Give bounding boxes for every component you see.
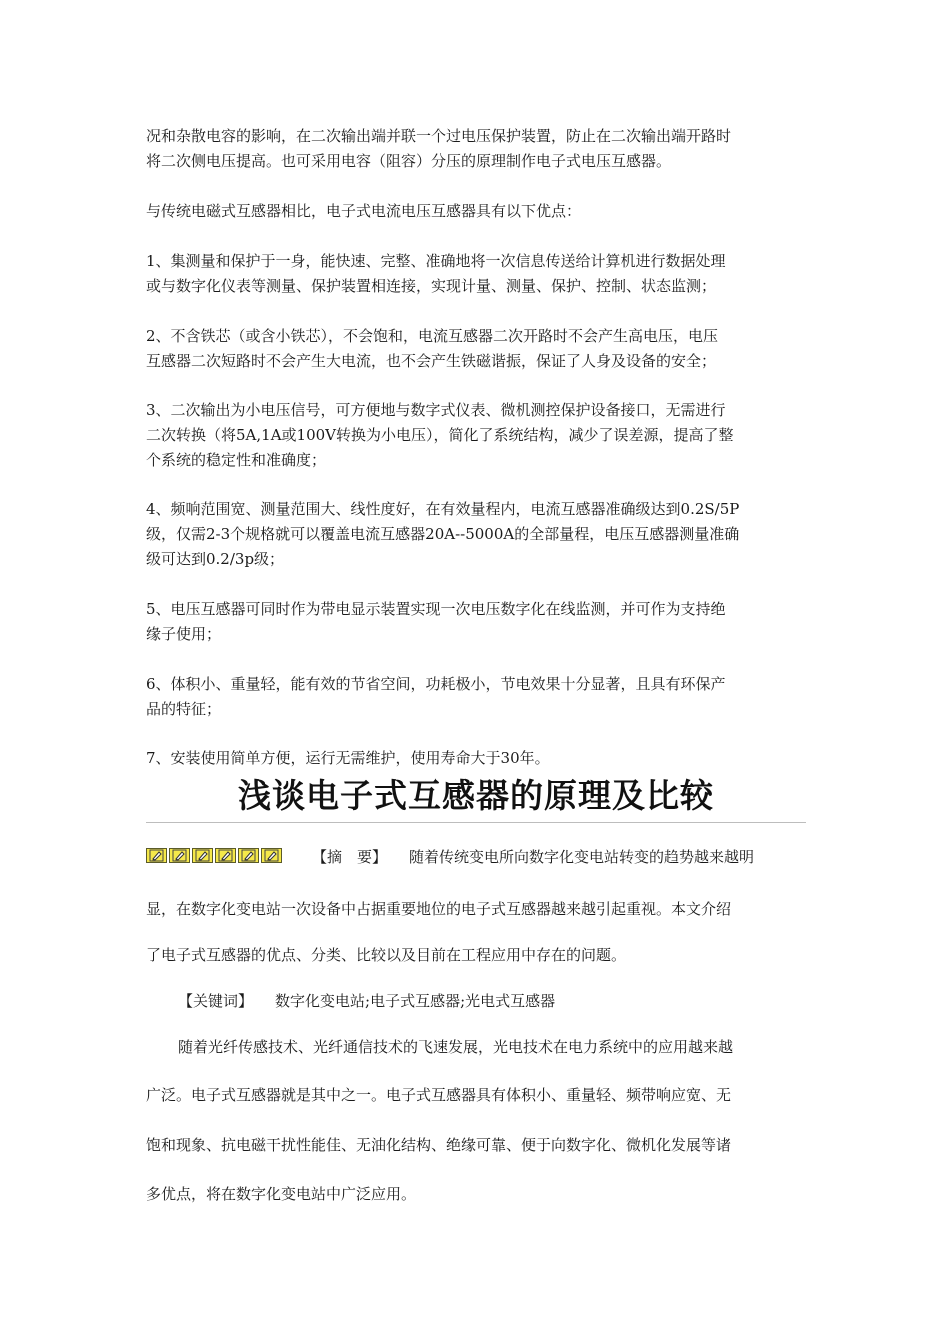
- pencil-icon: [192, 848, 213, 863]
- intro-line-2: 广泛。电子式互感器就是其中之一。电子式互感器具有体积小、重量轻、频带响应宽、无: [146, 1086, 732, 1104]
- pencil-icon: [215, 848, 236, 863]
- list-item-7: 7、安装使用简单方便，运行无需维护，使用寿命大于30年。: [146, 749, 550, 767]
- intro-line-4: 多优点，将在数字化变电站中广泛应用。: [146, 1185, 417, 1203]
- paragraph-advantages-lead: 与传统电磁式互感器相比，电子式电流电压互感器具有以下优点：: [146, 202, 582, 220]
- title-divider: [146, 822, 806, 823]
- pencil-icon: [261, 848, 282, 863]
- keywords-line: [178, 990, 555, 1012]
- intro-line-1: 随着光纤传感技术、光纤通信技术的飞速发展，光电技术在电力系统中的应用越来越: [178, 1038, 734, 1056]
- keywords-text: 数字化变电站;电子式互感器;光电式互感器: [275, 992, 556, 1010]
- abstract-text: 随着传统变电所向数字化变电站转变的趋势越来越明: [409, 848, 755, 866]
- list-item-3: 3、二次输出为小电压信号，可方便地与数字式仪表、微机测控保护设备接口，无需进行 二次转换（将5A,1A或100V转换为小电压），简化了系统结构，减少了误差源，提高了整 个系统的稳定性和准确度；: [146, 401, 734, 469]
- list-item-6: 6、体积小、重量轻，能有效的节省空间，功耗极小，节电效果十分显著，且具有环保产 品的特征；: [146, 675, 726, 718]
- abstract-first-line: [312, 846, 754, 868]
- list-item-5: 5、电压互感器可同时作为带电显示装置实现一次电压数字化在线监测，并可作为支持绝 缘子使用；: [146, 600, 726, 643]
- keywords-label: 【关键词】: [178, 992, 254, 1010]
- decorative-icon-row: [146, 848, 282, 863]
- list-item-2: 2、不含铁芯（或含小铁芯），不会饱和，电流互感器二次开路时不会产生高电压，电压 互感器二次短路时不会产生大电流，也不会产生铁磁谐振，保证了人身及设备的安全；: [146, 327, 719, 370]
- intro-line-3: 饱和现象、抗电磁干扰性能佳、无油化结构、绝缘可靠、便于向数字化、微机化发展等诸: [146, 1136, 732, 1154]
- list-item-1: 1、集测量和保护于一身，能快速、完整、准确地将一次信息传送给计算机进行数据处理 或与数字化仪表等测量、保护装置相连接，实现计量、测量、保护、控制、状态监测；: [146, 252, 726, 295]
- paragraph-intro-continuation: 况和杂散电容的影响，在二次输出端并联一个过电压保护装置，防止在二次输出端开路时 将二次侧电压提高。也可采用电容（阻容）分压的原理制作电子式电压互感器。: [146, 127, 732, 170]
- abstract-label: 【摘 要】: [312, 848, 388, 866]
- pencil-icon: [238, 848, 259, 863]
- article-title: 浅谈电子式互感器的原理及比较: [238, 776, 714, 815]
- pencil-icon: [146, 848, 167, 863]
- abstract-line-2: 显，在数字化变电站一次设备中占据重要地位的电子式互感器越来越引起重视。本文介绍: [146, 900, 732, 918]
- pencil-icon: [169, 848, 190, 863]
- list-item-4: 4、频响范围宽、测量范围大、线性度好，在有效量程内，电流互感器准确级达到0.2S/5P 级，仅需2-3个规格就可以覆盖电流互感器20A--5000A的全部量程，电压互感器测量准确 级可达到0.2/3p级；: [146, 500, 740, 568]
- abstract-line-3: 了电子式互感器的优点、分类、比较以及目前在工程应用中存在的问题。: [146, 946, 627, 964]
